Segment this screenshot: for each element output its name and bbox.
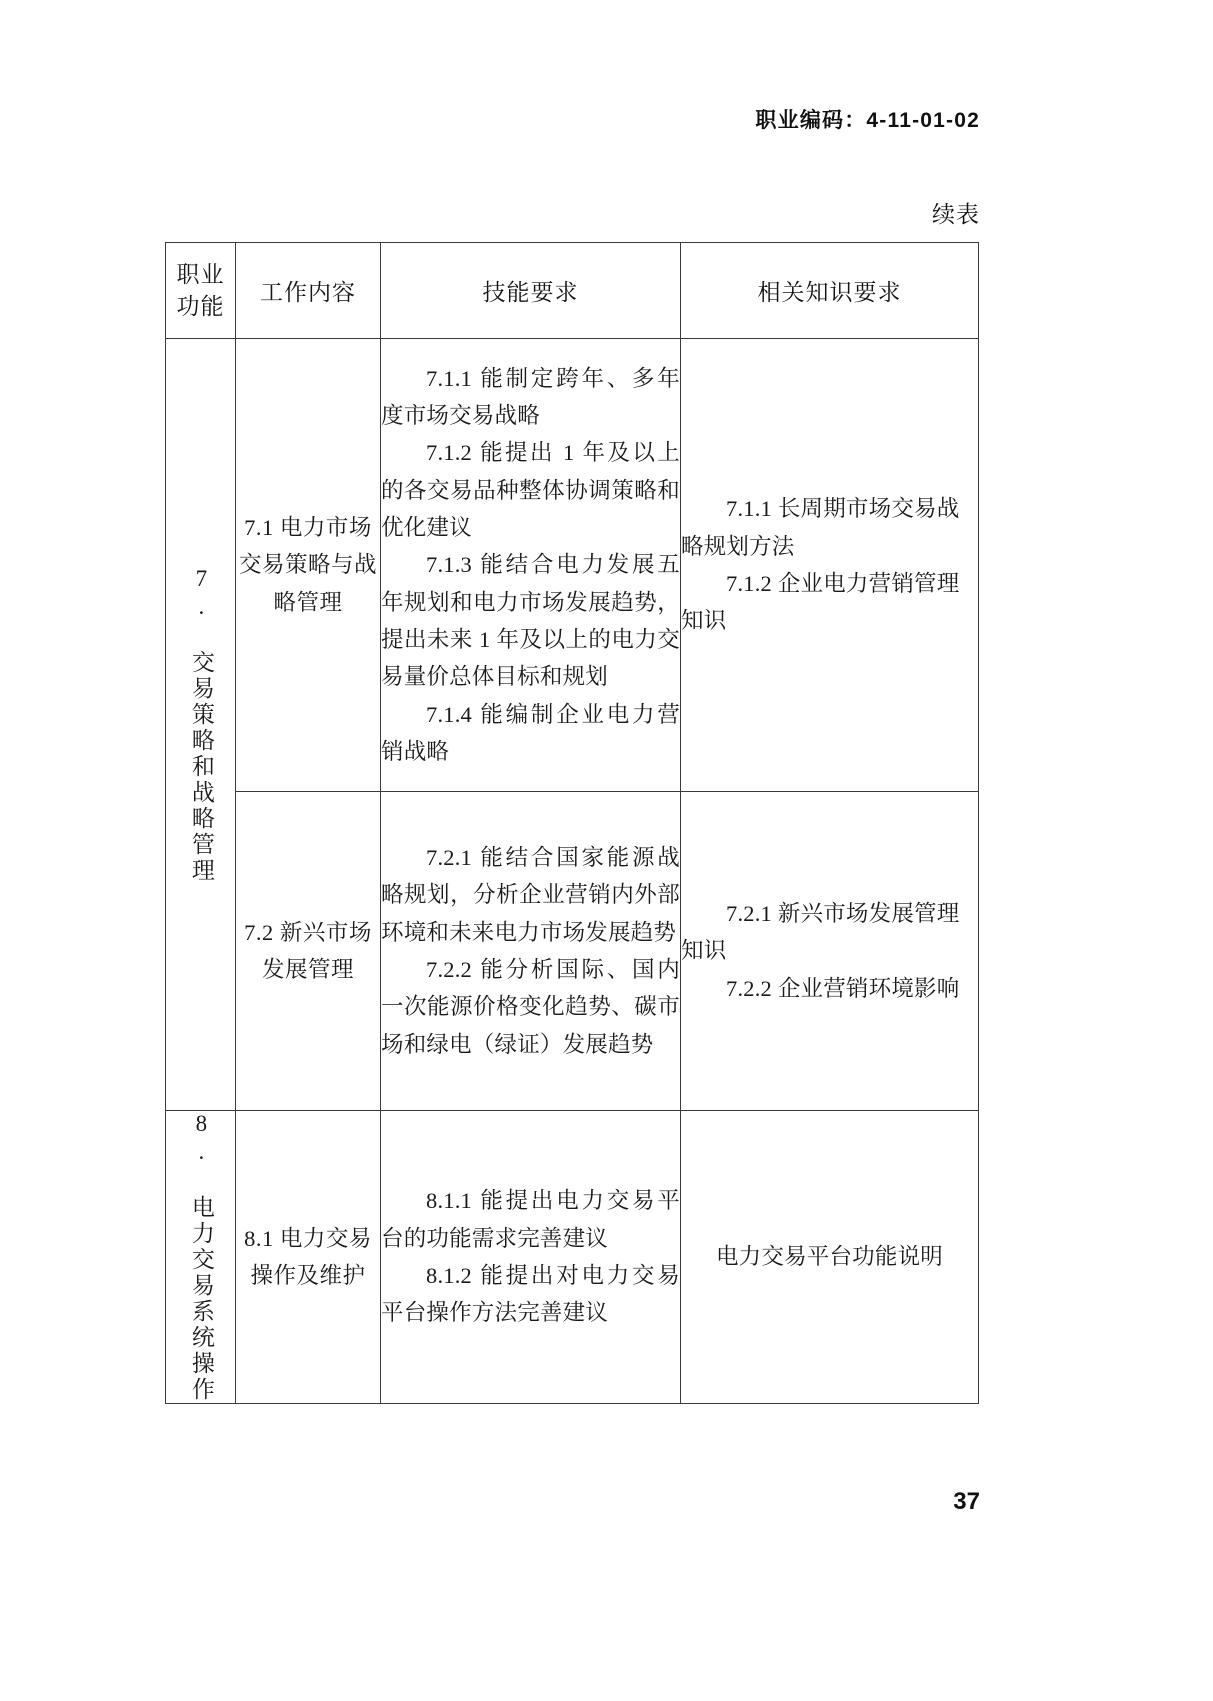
skill-item: 7.1.2 能提出 1 年及以上的各交易品种整体协调策略和优化建议 [381,440,680,540]
column-header-function-line1: 职业 [176,261,225,287]
work-content-text: 7.1 电力市场交易策略与战略管理 [238,514,377,615]
function-cell-group-8 [166,1111,236,1404]
column-header-knowledge-requirements: 相关知识要求 [681,243,979,339]
skill-requirements-cell-8-1 [381,1111,681,1404]
table-row [166,792,979,1111]
work-content-cell-8-1 [236,1111,381,1404]
knowledge-requirements-cell-7-2 [681,792,979,1111]
knowledge-requirements-cell-8-1 [681,1111,979,1404]
knowledge-item: 7.2.2 企业营销环境影响 [726,975,960,1001]
skill-item: 7.1.3 能结合电力发展五年规划和电力市场发展趋势，提出未来 1 年及以上的电力交易量价总体目标和规划 [381,552,680,690]
column-header-skill-requirements: 技能要求 [381,243,681,339]
running-header-occupation-code: 职业编码：4-11-01-02 [755,109,980,132]
work-content-cell-7-2 [236,792,381,1111]
column-header-work-content: 工作内容 [236,243,381,339]
function-cell-group-7 [166,339,236,1111]
column-header-function-line2: 功能 [176,293,225,319]
table-header-row [166,243,979,339]
column-header-function [166,243,236,339]
page-number: 37 [953,1488,980,1515]
function-label-vertical: 7. 交易策略和战略管理 [188,565,214,884]
knowledge-item: 电力交易平台功能说明 [715,1244,943,1270]
work-content-text: 7.2 新兴市场发展管理 [244,919,372,982]
table-row [166,1111,979,1404]
work-content-text: 8.1 电力交易操作及维护 [244,1225,372,1288]
function-label-vertical: 8. 电力交易系统操作 [188,1111,214,1403]
skill-item: 7.2.2 能分析国际、国内一次能源价格变化趋势、碳市场和绿电（绿证）发展趋势 [381,957,680,1057]
knowledge-item: 7.1.1 长周期市场交易战略规划方法 [681,496,960,559]
knowledge-requirements-cell-7-1 [681,339,979,792]
work-content-cell-7-1 [236,339,381,792]
skill-requirements-cell-7-1 [381,339,681,792]
knowledge-item: 7.1.2 企业电力营销管理知识 [681,571,960,634]
skills-standard-table-wrapper [165,242,978,1404]
table-row [166,339,979,792]
skill-item: 7.1.1 能制定跨年、多年度市场交易战略 [381,365,680,428]
skill-item: 7.1.4 能编制企业电力营销战略 [381,701,680,765]
skill-requirements-cell-7-2 [381,792,681,1111]
continued-table-label: 续表 [932,202,980,227]
skill-item: 7.2.1 能结合国家能源战略规划，分析企业营销内外部环境和未来电力市场发展趋势 [381,844,680,945]
skills-standard-table [165,242,979,1404]
skill-item: 8.1.2 能提出对电力交易平台操作方法完善建议 [381,1263,680,1326]
skill-item: 8.1.1 能提出电力交易平台的功能需求完善建议 [381,1188,680,1251]
knowledge-item: 7.2.1 新兴市场发展管理知识 [681,900,960,964]
